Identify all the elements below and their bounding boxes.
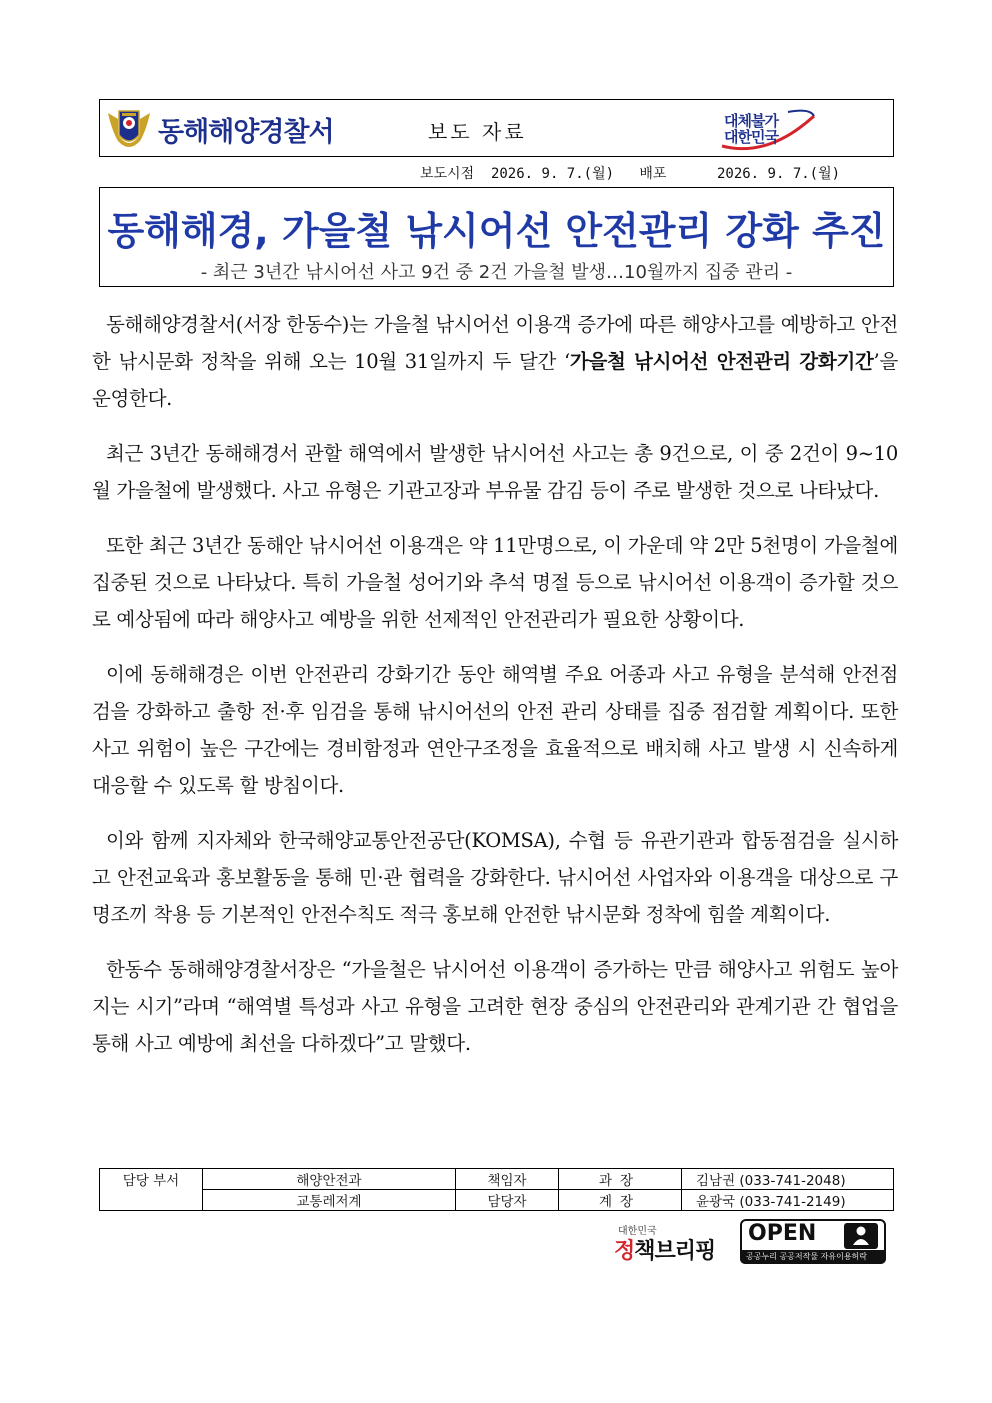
title-team-lead: 계장 [559, 1190, 682, 1211]
team-name: 교통레저계 [203, 1190, 456, 1211]
contact-person-1: 김남권 (033-741-2048) [682, 1169, 894, 1190]
contact-row [100, 1169, 894, 1190]
paragraph-1 [92, 306, 898, 417]
briefing-main-label [614, 1234, 715, 1265]
paragraph-1-post: ’을 운영한다. [92, 350, 898, 410]
contact-table [99, 1168, 894, 1211]
contact-person-2: 윤광국 (033-741-2149) [682, 1190, 894, 1211]
title-box [99, 187, 894, 287]
main-title: 동해해경, 가을철 낚시어선 안전관리 강화 추진 [107, 209, 886, 253]
briefing-main-b: 책브리핑 [634, 1239, 716, 1264]
contact-row [100, 1190, 894, 1211]
briefing-main-a: 정 [614, 1239, 635, 1264]
open-caption: 공공누리 공공저작물 자유이용허락 [746, 1252, 868, 1261]
body-text [92, 306, 898, 1080]
slogan-line2: 대한민국 [724, 128, 778, 146]
paragraph-1-bold: 가을철 낚시어선 안전관리 강화기간 [569, 350, 874, 373]
paragraph-5: 이와 함께 지자체와 한국해양교통안전공단(KOMSA), 수협 등 유관기관과 합동점검을 실시하고 안전교육과 홍보활동을 통해 민·관 협력을 강화한다. 낚시어선 사업자와 이용객을 대상으로 구명조끼 착용 등 기본적인 안전수칙도 적극 홍보해 안전한 낚시문화 정착에 힘쓸 계획이다. [92, 829, 898, 926]
dept-label: 담당 부서 [100, 1169, 203, 1211]
dept-name: 해양안전과 [203, 1169, 456, 1190]
slogan-line1: 대체불가 [724, 112, 778, 130]
open-word: OPEN [748, 1221, 817, 1246]
doc-type-label: 보도 자료 [428, 120, 527, 144]
paragraph-4: 이에 동해해경은 이번 안전관리 강화기간 동안 해역별 주요 어종과 사고 유형을 분석해 안전점검을 강화하고 출항 전·후 임검을 통해 낚시어선의 안전 관리 상태를 집중 점검할 계획이다. 또한 사고 위험이 높은 구간에는 경비함정과 연안구조정을 효율적으로 배치해 사고 발생 시 신속하게 대응할 수 있도록 할 방침이다. [92, 663, 898, 797]
paragraph-2: 최근 3년간 동해해경서 관할 해역에서 발생한 낚시어선 사고는 총 9건으로, 이 중 2건이 9~10월 가을철에 발생했다. 사고 유형은 기관고장과 부유물 감김 등이 주로 발생한 것으로 나타났다. [92, 442, 898, 502]
coast-guard-emblem-icon [106, 105, 152, 153]
paragraph-3: 또한 최근 3년간 동해안 낚시어선 이용객은 약 11만명으로, 이 가운데 약 2만 5천명이 가을철에 집중된 것으로 나타났다. 특히 가을철 성어기와 추석 명절 등으로 낚시어선 이용객이 증가할 것으로 예상됨에 따라 해양사고 예방을 위한 선제적인 안전관리가 필요한 상황이다. [92, 534, 898, 631]
agency-name: 동해해양경찰서 [158, 117, 334, 148]
paragraph-6: 한동수 동해해양경찰서장은 “가을철은 낚시어선 이용객이 증가하는 만큼 해양사고 위험도 높아지는 시기”라며 “해역별 특성과 사고 유형을 고려한 현장 중심의 안전관리와 관계기관 간 협업을 통해 사고 예방에 최선을 다하겠다”고 말했다. [92, 958, 898, 1055]
briefing-small-label: 대한민국 [618, 1226, 657, 1237]
person-icon [844, 1223, 878, 1249]
title-manager: 과장 [559, 1169, 682, 1190]
role-responsible: 책임자 [456, 1169, 559, 1190]
subtitle: - 최근 3년간 낚시어선 사고 9건 중 2건 가을철 발생…10월까지 집중 관리 - [200, 262, 793, 283]
release-date-line: 보도시점 2026. 9. 7.(월) 배포 2026. 9. 7.(월) [420, 166, 841, 182]
person-icon-glyph [844, 1223, 878, 1249]
role-officer: 담당자 [456, 1190, 559, 1211]
slogan-logo [718, 106, 818, 152]
paragraph-1-pre: 동해해양경찰서(서장 한동수)는 가을철 낚시어선 이용객 증가에 따른 해양사고를 예방하고 안전한 낚시문화 정착을 위해 오는 10월 31일까지 두 달간 ‘ [92, 313, 898, 373]
policy-briefing-logo [612, 1222, 732, 1266]
header-box [99, 99, 894, 157]
open-license-logo [740, 1219, 888, 1265]
